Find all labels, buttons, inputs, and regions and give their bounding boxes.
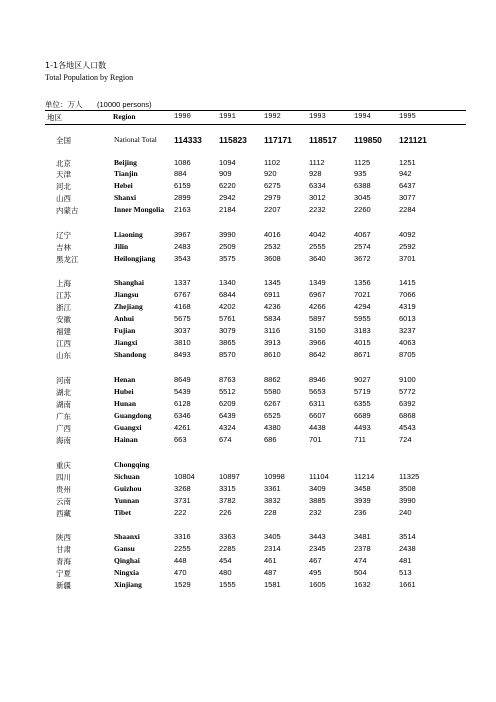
- population-cell: 1581: [264, 580, 281, 589]
- population-cell: 7066: [399, 290, 416, 299]
- region-name-cn: 全国: [56, 136, 71, 145]
- region-name-en: Beijing: [114, 158, 137, 167]
- population-cell: 1340: [219, 278, 236, 287]
- table-row: [0, 580, 496, 591]
- table-row: [0, 484, 496, 495]
- region-name-cn: 吉林: [56, 243, 71, 252]
- region-name-cn: 北京: [56, 159, 71, 168]
- population-cell: 6388: [354, 181, 371, 190]
- population-cell: 2284: [399, 205, 416, 214]
- population-cell: 1086: [174, 158, 191, 167]
- header-region-en: Region: [113, 112, 136, 121]
- header-year: 1991: [219, 113, 236, 121]
- population-cell: 481: [399, 556, 412, 565]
- region-name-cn: 重庆: [56, 461, 71, 470]
- population-cell: 115823: [219, 135, 247, 145]
- region-name-cn: 天津: [56, 170, 71, 179]
- region-name-cn: 河南: [56, 376, 71, 385]
- population-cell: 461: [264, 556, 277, 565]
- population-cell: 3913: [264, 338, 281, 347]
- population-cell: 10998: [264, 472, 285, 481]
- population-cell: 4324: [219, 423, 236, 432]
- population-cell: 6439: [219, 411, 236, 420]
- table-row: [0, 399, 496, 410]
- region-name-cn: 黑龙江: [56, 255, 79, 264]
- population-cell: 2899: [174, 193, 191, 202]
- population-cell: 1345: [264, 278, 281, 287]
- population-cell: 8570: [219, 350, 236, 359]
- population-cell: 6275: [264, 181, 281, 190]
- population-cell: 3608: [264, 254, 281, 263]
- table-row: [0, 508, 496, 519]
- region-name-cn: 山西: [56, 194, 71, 203]
- population-cell: 4016: [264, 230, 281, 239]
- population-cell: 3967: [174, 230, 191, 239]
- region-name-cn: 河北: [56, 182, 71, 191]
- population-cell: 3701: [399, 254, 416, 263]
- population-cell: 3990: [219, 230, 236, 239]
- population-cell: 4438: [309, 423, 326, 432]
- population-cell: 1356: [354, 278, 371, 287]
- population-cell: 2345: [309, 544, 326, 553]
- population-cell: 4493: [354, 423, 371, 432]
- population-cell: 2260: [354, 205, 371, 214]
- population-cell: 226: [219, 508, 232, 517]
- population-cell: 454: [219, 556, 232, 565]
- region-name-cn: 新疆: [56, 581, 71, 590]
- region-name-cn: 四川: [56, 473, 71, 482]
- population-cell: 3077: [399, 193, 416, 202]
- population-cell: 1632: [354, 580, 371, 589]
- population-cell: 222: [174, 508, 187, 517]
- population-cell: 6437: [399, 181, 416, 190]
- population-cell: 3810: [174, 338, 191, 347]
- region-name-cn: 浙江: [56, 303, 71, 312]
- population-cell: 119850: [354, 135, 382, 145]
- population-cell: 9027: [354, 375, 371, 384]
- region-name-cn: 安徽: [56, 315, 71, 324]
- table-row: [0, 496, 496, 507]
- population-cell: 1661: [399, 580, 416, 589]
- population-cell: 9100: [399, 375, 416, 384]
- population-cell: 3116: [264, 326, 281, 335]
- table-row: [0, 169, 496, 180]
- region-name-en: Hunan: [114, 399, 137, 408]
- population-cell: 3405: [264, 532, 281, 541]
- population-cell: 8705: [399, 350, 416, 359]
- population-cell: 474: [354, 556, 367, 565]
- population-cell: 232: [309, 508, 322, 517]
- population-cell: 5512: [219, 387, 236, 396]
- region-name-en: Jiangxi: [114, 338, 138, 347]
- header-year: 1994: [354, 113, 371, 121]
- region-name-cn: 云南: [56, 497, 71, 506]
- population-cell: 8671: [354, 350, 371, 359]
- population-cell: 5897: [309, 314, 326, 323]
- population-cell: 4319: [399, 302, 416, 311]
- region-name-cn: 福建: [56, 327, 71, 336]
- table-row: [0, 544, 496, 555]
- region-name-en: Shanghai: [114, 278, 145, 287]
- table-row: [0, 460, 496, 471]
- population-cell: 7021: [354, 290, 371, 299]
- population-cell: 5580: [264, 387, 281, 396]
- population-cell: 6844: [219, 290, 236, 299]
- population-cell: 2232: [309, 205, 326, 214]
- population-cell: 6392: [399, 399, 416, 408]
- population-cell: 4266: [309, 302, 326, 311]
- table-row: [0, 423, 496, 434]
- region-name-en: Tianjin: [114, 169, 138, 178]
- table-row: [0, 350, 496, 361]
- region-name-en: Gansu: [114, 544, 135, 553]
- region-name-en: Shaanxi: [114, 532, 140, 541]
- population-cell: 10804: [174, 472, 195, 481]
- region-name-cn: 海南: [56, 436, 71, 445]
- population-cell: 3939: [354, 496, 371, 505]
- population-cell: 1112: [309, 158, 325, 167]
- population-cell: 5439: [174, 387, 191, 396]
- table-row: [0, 193, 496, 204]
- population-cell: 4042: [309, 230, 326, 239]
- unit-line: [45, 99, 152, 110]
- population-cell: 8649: [174, 375, 191, 384]
- population-cell: 6767: [174, 290, 191, 299]
- population-cell: 6525: [264, 411, 281, 420]
- region-name-en: Jilin: [114, 242, 129, 251]
- population-cell: 2979: [264, 193, 281, 202]
- population-cell: 928: [309, 169, 322, 178]
- population-cell: 2438: [399, 544, 416, 553]
- population-cell: 6355: [354, 399, 371, 408]
- population-cell: 6013: [399, 314, 416, 323]
- population-cell: 8642: [309, 350, 326, 359]
- population-cell: 3363: [219, 532, 236, 541]
- population-cell: 1605: [309, 580, 326, 589]
- region-name-cn: 广东: [56, 412, 71, 421]
- population-cell: 1125: [354, 158, 371, 167]
- population-cell: 470: [174, 568, 187, 577]
- population-cell: 1415: [399, 278, 416, 287]
- population-cell: 1529: [174, 580, 191, 589]
- population-cell: 4380: [264, 423, 281, 432]
- population-cell: 3409: [309, 484, 326, 493]
- population-cell: 724: [399, 435, 412, 444]
- table-row: [0, 556, 496, 567]
- population-cell: 3315: [219, 484, 236, 493]
- population-cell: 114333: [174, 135, 202, 145]
- population-cell: 1349: [309, 278, 326, 287]
- population-cell: 2574: [354, 242, 371, 251]
- table-row: [0, 254, 496, 265]
- region-name-cn: 内蒙古: [56, 206, 79, 215]
- population-cell: 3045: [354, 193, 371, 202]
- population-cell: 228: [264, 508, 277, 517]
- population-cell: 3012: [309, 193, 326, 202]
- population-cell: 6267: [264, 399, 281, 408]
- population-cell: 2163: [174, 205, 191, 214]
- table-row: [0, 302, 496, 313]
- population-cell: 4543: [399, 423, 416, 432]
- region-name-en: Tibet: [114, 508, 131, 517]
- population-cell: 3731: [174, 496, 191, 505]
- table-row: [0, 435, 496, 446]
- table-row: [0, 338, 496, 349]
- region-name-en: Shandong: [114, 350, 147, 359]
- population-cell: 8493: [174, 350, 191, 359]
- population-cell: 6209: [219, 399, 236, 408]
- population-cell: 5719: [354, 387, 371, 396]
- population-cell: 513: [399, 568, 412, 577]
- table-row: [0, 278, 496, 289]
- population-cell: 6868: [399, 411, 416, 420]
- population-cell: 2942: [219, 193, 236, 202]
- table-row: [0, 326, 496, 337]
- population-cell: 3832: [264, 496, 281, 505]
- region-name-cn: 辽宁: [56, 231, 71, 240]
- population-cell: 504: [354, 568, 367, 577]
- population-cell: 6220: [219, 181, 236, 190]
- table-title-en: Total Population by Region: [45, 73, 134, 82]
- table-row-total: [0, 135, 496, 146]
- population-cell: 4067: [354, 230, 371, 239]
- region-name-cn: 贵州: [56, 485, 71, 494]
- population-cell: 6967: [309, 290, 326, 299]
- population-cell: 4168: [174, 302, 191, 311]
- population-cell: 909: [219, 169, 232, 178]
- region-name-en: Inner Mongolia: [114, 205, 165, 214]
- region-name-cn: 上海: [56, 279, 71, 288]
- table-row: [0, 290, 496, 301]
- population-cell: 3037: [174, 326, 191, 335]
- table-row: [0, 472, 496, 483]
- region-name-cn: 湖北: [56, 388, 71, 397]
- region-name-cn: 广西: [56, 424, 71, 433]
- population-cell: 674: [219, 435, 232, 444]
- population-cell: 3150: [309, 326, 326, 335]
- population-cell: 6159: [174, 181, 191, 190]
- population-cell: 495: [309, 568, 322, 577]
- population-cell: 1102: [264, 158, 281, 167]
- population-cell: 3361: [264, 484, 281, 493]
- table-row: [0, 158, 496, 169]
- region-name-en: Anhui: [114, 314, 135, 323]
- region-name-cn: 江西: [56, 339, 71, 348]
- population-cell: 6911: [264, 290, 281, 299]
- population-cell: 686: [264, 435, 277, 444]
- population-cell: 5761: [219, 314, 236, 323]
- population-cell: 3990: [399, 496, 416, 505]
- population-cell: 6346: [174, 411, 191, 420]
- population-cell: 6689: [354, 411, 371, 420]
- population-cell: 118517: [309, 135, 337, 145]
- population-cell: 3237: [399, 326, 416, 335]
- population-cell: 8610: [264, 350, 281, 359]
- population-cell: 10897: [219, 472, 240, 481]
- population-cell: 935: [354, 169, 367, 178]
- region-name-en: Yunnan: [114, 496, 140, 505]
- region-name-en: Zhejiang: [114, 302, 143, 311]
- population-cell: 5772: [399, 387, 416, 396]
- header-year: 1990: [174, 113, 191, 121]
- population-cell: 1251: [399, 158, 416, 167]
- population-cell: 3508: [399, 484, 416, 493]
- table-row: [0, 411, 496, 422]
- population-cell: 1555: [219, 580, 236, 589]
- region-name-en: Guangdong: [114, 411, 152, 420]
- population-cell: 4015: [354, 338, 371, 347]
- population-cell: 6607: [309, 411, 326, 420]
- table-row: [0, 230, 496, 241]
- region-name-en: Liaoning: [114, 230, 143, 239]
- population-cell: 2207: [264, 205, 281, 214]
- population-cell: 884: [174, 169, 187, 178]
- population-cell: 3183: [354, 326, 371, 335]
- region-name-en: Jiangsu: [114, 290, 139, 299]
- population-cell: 6128: [174, 399, 191, 408]
- population-cell: 3865: [219, 338, 236, 347]
- population-cell: 4063: [399, 338, 416, 347]
- population-cell: 3640: [309, 254, 326, 263]
- table-row: [0, 375, 496, 386]
- table-row: [0, 205, 496, 216]
- region-name-en: Qinghai: [114, 556, 140, 565]
- population-cell: 5675: [174, 314, 191, 323]
- population-cell: 487: [264, 568, 277, 577]
- population-cell: 8862: [264, 375, 281, 384]
- population-cell: 920: [264, 169, 277, 178]
- population-cell: 2532: [264, 242, 281, 251]
- region-name-en: Sichuan: [114, 472, 140, 481]
- region-name-en: Shanxi: [114, 193, 137, 202]
- population-cell: 5955: [354, 314, 371, 323]
- table-row: [0, 387, 496, 398]
- population-cell: 2592: [399, 242, 416, 251]
- population-cell: 2255: [174, 544, 191, 553]
- population-cell: 2184: [219, 205, 236, 214]
- population-cell: 6311: [309, 399, 326, 408]
- population-cell: 2483: [174, 242, 191, 251]
- region-name-cn: 江苏: [56, 291, 71, 300]
- population-cell: 1094: [219, 158, 236, 167]
- table-row: [0, 568, 496, 579]
- population-cell: 4294: [354, 302, 371, 311]
- population-cell: 2378: [354, 544, 371, 553]
- population-cell: 3316: [174, 532, 191, 541]
- population-cell: 4261: [174, 423, 191, 432]
- population-cell: 4236: [264, 302, 281, 311]
- region-name-cn: 湖南: [56, 400, 71, 409]
- population-cell: 3268: [174, 484, 191, 493]
- region-name-en: Hainan: [114, 435, 138, 444]
- population-cell: 3543: [174, 254, 191, 263]
- population-cell: 11214: [354, 472, 375, 481]
- table-row: [0, 532, 496, 543]
- population-cell: 5834: [264, 314, 281, 323]
- population-cell: 3575: [219, 254, 236, 263]
- population-cell: 4092: [399, 230, 416, 239]
- population-cell: 942: [399, 169, 412, 178]
- region-name-cn: 山东: [56, 351, 71, 360]
- table-row: [0, 181, 496, 192]
- population-cell: 3885: [309, 496, 326, 505]
- population-cell: 467: [309, 556, 322, 565]
- table-row: [0, 314, 496, 325]
- region-name-en: Chongqing: [114, 460, 150, 469]
- population-cell: 11104: [309, 472, 329, 481]
- region-name-en: Henan: [114, 375, 136, 384]
- population-cell: 3458: [354, 484, 371, 493]
- population-cell: 236: [354, 508, 367, 517]
- population-cell: 3966: [309, 338, 326, 347]
- region-name-en: Fujian: [114, 326, 136, 335]
- population-cell: 3079: [219, 326, 236, 335]
- population-cell: 5653: [309, 387, 326, 396]
- region-name-cn: 陕西: [56, 533, 71, 542]
- region-name-en: National Total: [114, 135, 157, 144]
- population-cell: 2509: [219, 242, 236, 251]
- population-cell: 121121: [399, 135, 427, 145]
- region-name-en: Heilongjiang: [114, 254, 156, 263]
- population-cell: 6334: [309, 181, 326, 190]
- population-cell: 663: [174, 435, 187, 444]
- header-year: 1995: [399, 113, 416, 121]
- header-year: 1993: [309, 113, 326, 121]
- region-name-cn: 西藏: [56, 509, 71, 518]
- region-name-en: Hubei: [114, 387, 134, 396]
- header-year: 1992: [264, 113, 281, 121]
- population-cell: 11325: [399, 472, 420, 481]
- unit-cn: 单位：万人: [45, 100, 83, 109]
- region-name-en: Hebei: [114, 181, 133, 190]
- population-cell: 2285: [219, 544, 236, 553]
- population-cell: 3481: [354, 532, 371, 541]
- population-cell: 4202: [219, 302, 236, 311]
- population-cell: 1337: [174, 278, 191, 287]
- population-cell: 240: [399, 508, 412, 517]
- region-name-cn: 宁夏: [56, 569, 71, 578]
- population-cell: 3672: [354, 254, 371, 263]
- table-row: [0, 242, 496, 253]
- population-cell: 480: [219, 568, 232, 577]
- region-name-en: Guizhou: [114, 484, 142, 493]
- region-name-en: Ningxia: [114, 568, 140, 577]
- population-cell: 117171: [264, 135, 292, 145]
- region-name-en: Guangxi: [114, 423, 142, 432]
- table-header: [45, 110, 466, 125]
- header-region-cn: 地区: [47, 113, 62, 122]
- population-cell: 711: [354, 435, 366, 444]
- region-name-cn: 青海: [56, 557, 71, 566]
- table-title-cn: 1-1各地区人口数: [45, 61, 107, 70]
- population-cell: 448: [174, 556, 187, 565]
- population-cell: 3443: [309, 532, 326, 541]
- population-cell: 3782: [219, 496, 236, 505]
- region-name-en: Xinjiang: [114, 580, 142, 589]
- population-cell: 3514: [399, 532, 416, 541]
- population-cell: 701: [309, 435, 322, 444]
- unit-en: (10000 persons): [97, 100, 152, 109]
- population-cell: 2314: [264, 544, 281, 553]
- population-cell: 8946: [309, 375, 326, 384]
- region-name-cn: 甘肃: [56, 545, 71, 554]
- population-cell: 2555: [309, 242, 326, 251]
- population-cell: 8763: [219, 375, 236, 384]
